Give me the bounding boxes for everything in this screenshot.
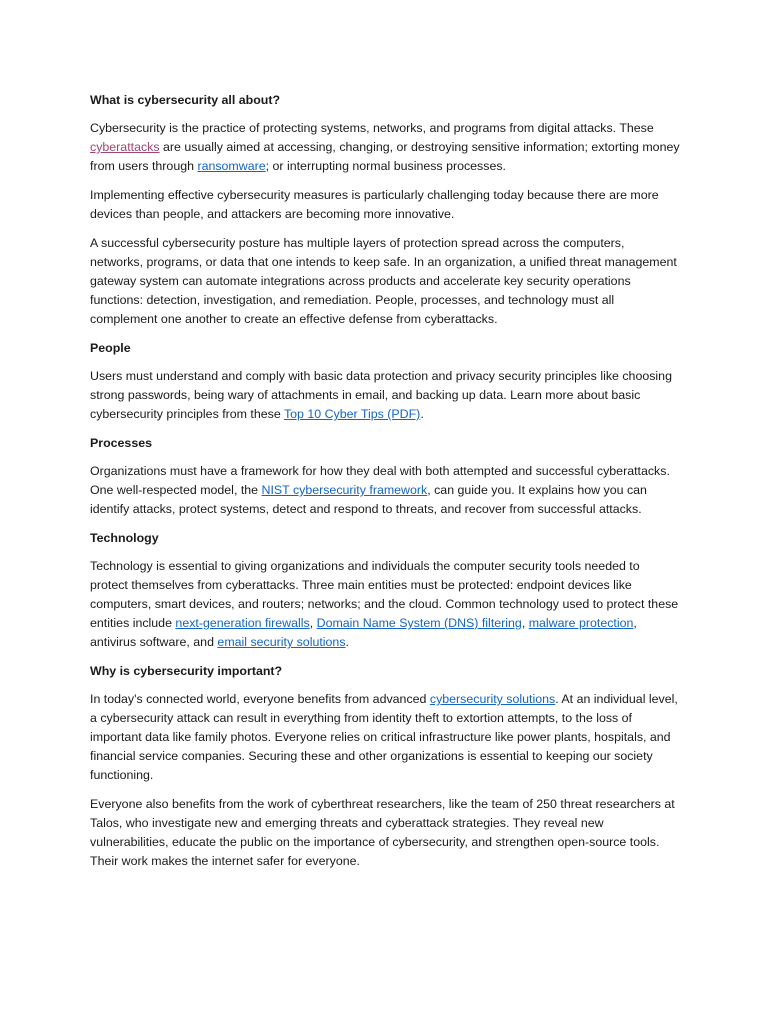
section-heading-why-is-cybersecurity-important: Why is cybersecurity important?: [90, 664, 283, 678]
paragraph: [90, 690, 680, 785]
paragraph: [90, 234, 680, 329]
text-run: A successful cybersecurity posture has multiple layers of protection spread across the computers, networks, programs, or data that one intends to keep safe. In an organization, a unified threat management gateway system can automate integrations across products and accelerate key security operations functions: detection, investigation, and remediation. People, processes, and technology must all complement one another to create an effective defense from cyberattacks.: [90, 236, 677, 326]
paragraph: [90, 557, 680, 652]
section-heading-technology: Technology: [90, 531, 159, 545]
paragraph: [90, 119, 680, 176]
text-run: ,: [521, 616, 529, 630]
section-heading-what-is-cybersecurity-all-about: What is cybersecurity all about?: [90, 93, 281, 107]
link-next-generation-firewalls[interactable]: next-generation firewalls: [175, 616, 310, 630]
section-heading-people: People: [90, 341, 131, 355]
text-run: are usually aimed at accessing, changing, or destroying sensitive information; extorting money from users through: [90, 140, 680, 173]
paragraph: [90, 795, 680, 871]
text-run: Everyone also benefits from the work of cyberthreat researchers, like the team of 250 threat researchers at Talos, who investigate new and emerging threats and cyberattack strategies. They reveal new vulnerabilities, educate the public on the importance of cybersecurity, and strengthen open-source tools. Their work makes the internet safer for everyone.: [90, 797, 675, 868]
text-run: Technology is essential to giving organizations and individuals the computer security tools needed to protect themselves from cyberattacks. Three main entities must be protected: endpoint devices like computers, smart devices, and routers; networks; and the cloud. Common technology used to protect these entities include: [90, 559, 679, 630]
link-ransomware[interactable]: ransomware: [197, 159, 266, 173]
text-run: Cybersecurity is the practice of protecting systems, networks, and programs from digital attacks. These: [90, 121, 654, 135]
text-run: Users must understand and comply with basic data protection and privacy security principles like choosing strong passwords, being wary of attachments in email, and backing up data. Learn more about basic cybersecurity principles from these: [90, 369, 672, 421]
text-run: Implementing effective cybersecurity measures is particularly challenging today because there are more devices than people, and attackers are becoming more innovative.: [90, 188, 659, 221]
paragraph: [90, 186, 680, 224]
link-domain-name-system-dns-filtering[interactable]: Domain Name System (DNS) filtering: [316, 616, 522, 630]
paragraph: [90, 462, 680, 519]
link-malware-protection[interactable]: malware protection: [528, 616, 634, 630]
link-top-10-cyber-tips-pdf[interactable]: Top 10 Cyber Tips (PDF): [283, 407, 421, 421]
text-run: ,: [309, 616, 317, 630]
text-run: ; or interrupting normal business processes.: [265, 159, 506, 173]
text-run: . At an individual level, a cybersecurity attack can result in everything from identity theft to extortion attempts, to the loss of important data like family photos. Everyone relies on critical infrastructure like power plants, hospitals, and financial service companies. Securing these and other organizations is essential to keeping our society functioning.: [90, 692, 678, 782]
text-run: , can guide you. It explains how you can identify attacks, protect systems, detect and respond to threats, and recover from successful attacks.: [90, 483, 647, 516]
section-heading-processes: Processes: [90, 436, 153, 450]
text-run: In today's connected world, everyone benefits from advanced: [90, 692, 430, 706]
text-run: Organizations must have a framework for how they deal with both attempted and successful cyberattacks. One well-respected model, the: [90, 464, 670, 497]
text-run: .: [345, 635, 349, 649]
document-body: [90, 91, 680, 871]
text-run: .: [420, 407, 424, 421]
link-cybersecurity-solutions[interactable]: cybersecurity solutions: [429, 692, 556, 706]
paragraph: [90, 367, 680, 424]
link-nist-cybersecurity-framework[interactable]: NIST cybersecurity framework: [261, 483, 428, 497]
link-email-security-solutions[interactable]: email security solutions: [217, 635, 346, 649]
link-cyberattacks[interactable]: cyberattacks: [90, 140, 160, 154]
text-run: , antivirus software, and: [90, 616, 637, 649]
